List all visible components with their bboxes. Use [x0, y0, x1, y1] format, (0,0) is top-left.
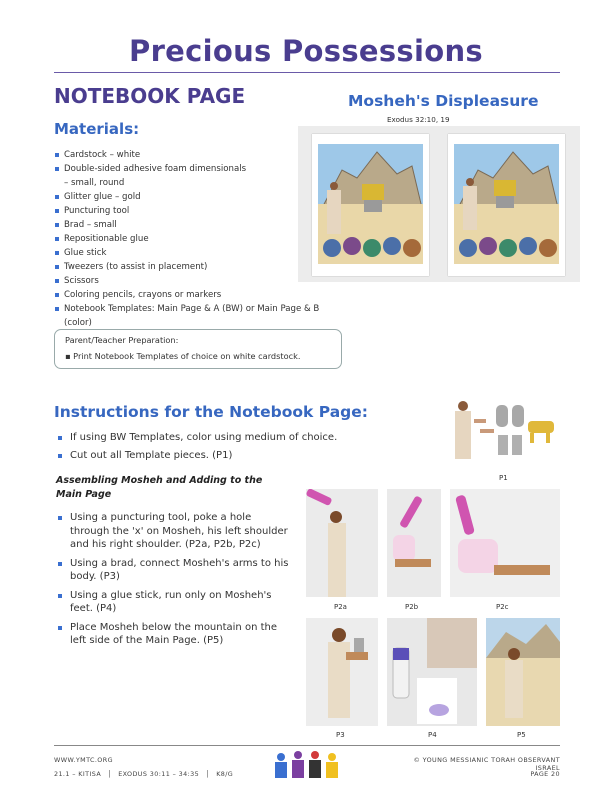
- list-item: Coloring pencils, crayons or markers: [55, 288, 335, 302]
- footer-page-number: PAGE 20: [530, 770, 560, 778]
- footer-copyright: © YOUNG MESSIANIC TORAH OBSERVANT ISRAEL: [413, 756, 560, 772]
- list-item: Notebook Templates: Main Page & A (BW) or Main Page & B (color): [55, 302, 335, 330]
- list-item: Brad – small: [55, 218, 335, 232]
- list-item: Using a brad, connect Mosheh's arms to his body. (P3): [56, 557, 293, 584]
- finished-project-photo: [298, 126, 580, 282]
- photo-label: P2c: [496, 603, 509, 611]
- assembling-heading: Assembling Mosheh and Adding to the Main Page: [56, 475, 263, 500]
- section-title: NOTEBOOK PAGE: [54, 84, 246, 108]
- photo-label: P2b: [405, 603, 419, 611]
- photo-label: P1: [499, 474, 508, 482]
- photo-p3: [306, 618, 378, 726]
- photo-label: P5: [517, 731, 526, 739]
- footer-passage: EXODUS 30:11 – 34:35: [118, 770, 200, 778]
- photo-p2c: [450, 489, 560, 597]
- preparation-item: ▪ Print Notebook Templates of choice on white cardstock.: [65, 351, 301, 361]
- logo-icon: [272, 750, 344, 780]
- footer-portion-line: [54, 770, 233, 778]
- preparation-title: Parent/Teacher Preparation:: [65, 335, 179, 345]
- list-item: Puncturing tool: [55, 204, 335, 218]
- notebook-sheet-bw: [312, 134, 429, 276]
- instructions-heading: Instructions for the Notebook Page:: [54, 403, 368, 421]
- photo-p5: [486, 618, 560, 726]
- photo-label: P3: [336, 731, 345, 739]
- notebook-sheet-color: [448, 134, 565, 276]
- list-item: Glitter glue – gold: [55, 190, 335, 204]
- title-divider: [54, 72, 560, 73]
- list-item: Place Mosheh below the mountain on the left side of the Main Page. (P5): [56, 621, 293, 648]
- photo-p2b: [387, 489, 441, 597]
- preparation-box: [54, 329, 342, 369]
- list-item: Double-sided adhesive foam dimensionals: [55, 162, 335, 176]
- preparation-text: Print Notebook Templates of choice on white cardstock.: [73, 351, 301, 361]
- photo-label: P2a: [334, 603, 347, 611]
- page-title: Precious Possessions: [129, 34, 483, 68]
- list-item: Cardstock – white: [55, 148, 335, 162]
- materials-heading: Materials:: [54, 120, 140, 138]
- photo-p2a: [306, 489, 378, 597]
- assembly-steps: [56, 511, 293, 653]
- list-item: Scissors: [55, 274, 335, 288]
- list-item: – small, round: [64, 178, 125, 188]
- photo-p1: [450, 395, 560, 467]
- footer-grade: K8/G: [216, 770, 234, 778]
- materials-list: [55, 148, 335, 330]
- separator: │: [107, 770, 112, 778]
- project-title: Mosheh's Displeasure: [348, 92, 539, 110]
- photo-label: P4: [428, 731, 437, 739]
- footer-portion: 21.1 – KITISA: [54, 770, 102, 778]
- list-item: Cut out all Template pieces. (P1): [56, 449, 356, 463]
- list-item: Using a puncturing tool, poke a hole through the 'x' on Mosheh, his left shoulder and his right shoulder. (P2a, P2b, P2c): [56, 511, 293, 552]
- list-item: Using a glue stick, run only on Mosheh's feet. (P4): [56, 589, 293, 616]
- photo-p4: [387, 618, 477, 726]
- list-item: Glue stick: [55, 246, 335, 260]
- footer-divider: [54, 745, 560, 746]
- separator: │: [205, 770, 210, 778]
- instructions-list: [56, 431, 356, 462]
- project-reference: Exodus 32:10, 19: [387, 115, 450, 124]
- list-item: If using BW Templates, color using medium of choice.: [56, 431, 356, 445]
- list-item: Tweezers (to assist in placement): [55, 260, 335, 274]
- footer-website: WWW.YMTC.ORG: [54, 756, 113, 764]
- list-item: Repositionable glue: [55, 232, 335, 246]
